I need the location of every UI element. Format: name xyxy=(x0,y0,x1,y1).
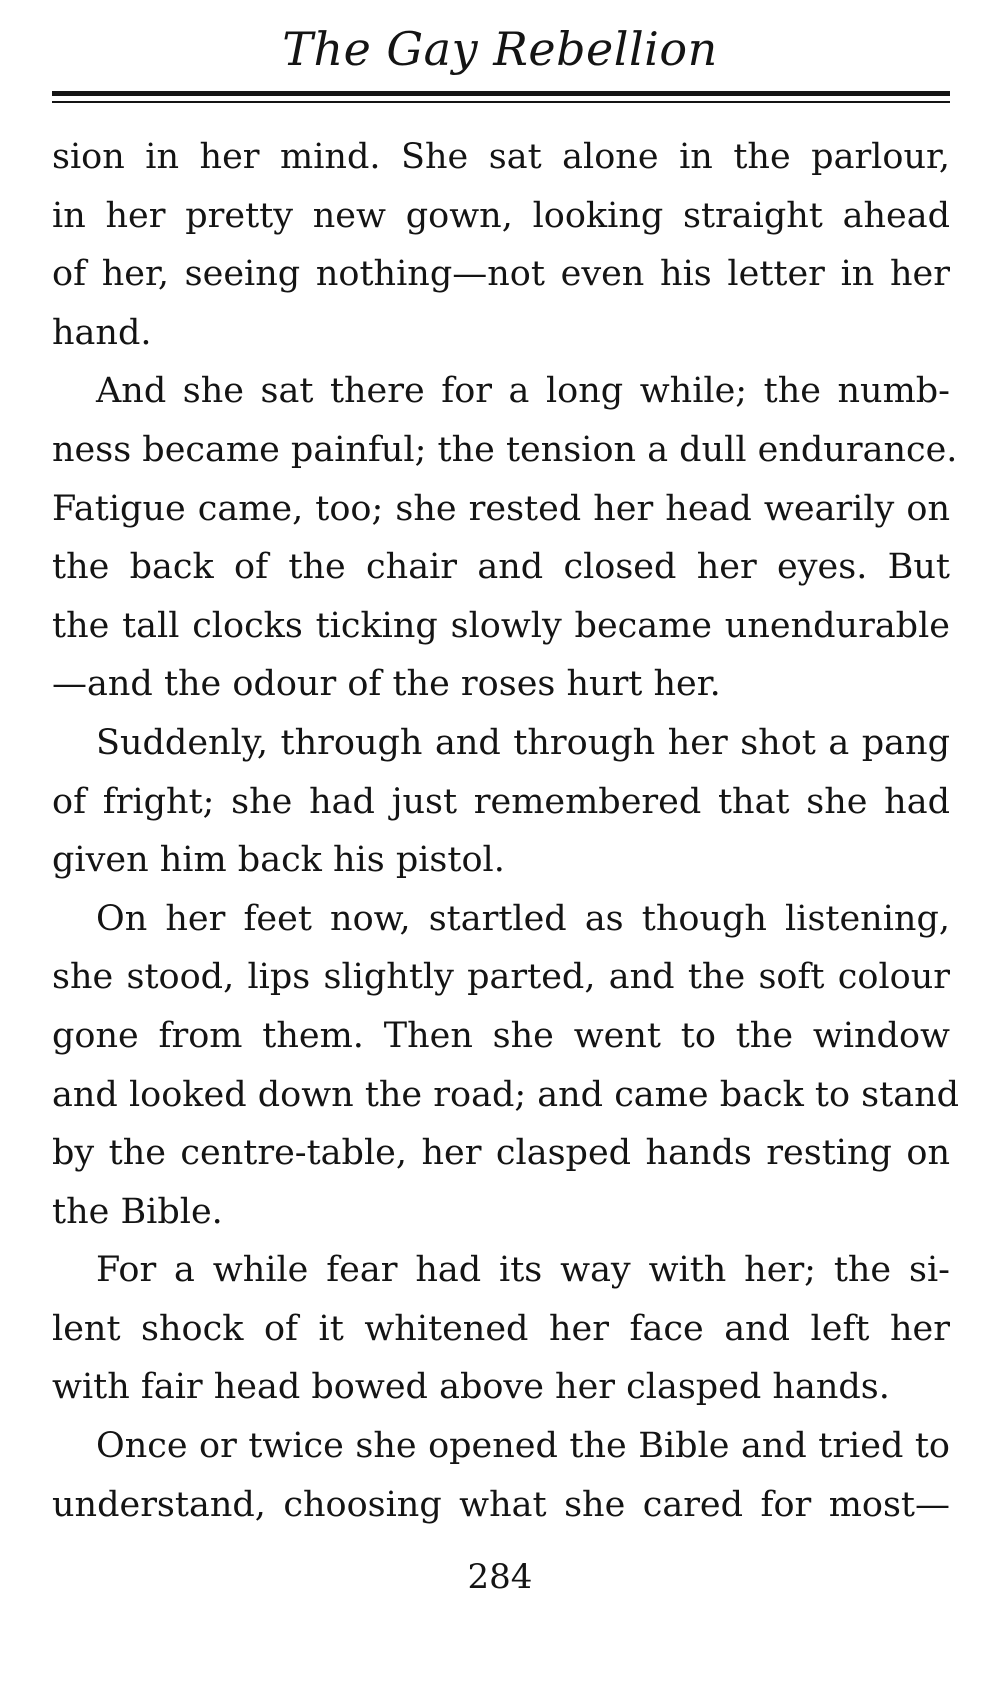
text-line: of her, seeing nothing—not even his letter in her xyxy=(52,254,950,295)
text-line: gone from them. Then she went to the window xyxy=(52,1015,950,1056)
text-line: the back of the chair and closed her eyes. But xyxy=(52,547,950,588)
text-line: by the centre-table, her clasped hands resting on xyxy=(52,1133,950,1174)
text-line: understand, choosing what she cared for most— xyxy=(52,1484,950,1525)
text-line: and looked down the road; and came back to stand xyxy=(52,1074,960,1115)
text-line: For a while fear had its way with her; the si- xyxy=(96,1250,950,1291)
text-line: the tall clocks ticking slowly became unendurable xyxy=(52,605,950,646)
text-line: in her pretty new gown, looking straight ahead xyxy=(52,195,950,236)
text-line: ness became painful; the tension a dull endurance. xyxy=(52,429,958,470)
text-line: with fair head bowed above her clasped hands. xyxy=(52,1367,890,1408)
header-rule-thin xyxy=(52,101,950,103)
text-line: And she sat there for a long while; the numb- xyxy=(96,371,950,412)
text-line: Once or twice she opened the Bible and tried to xyxy=(96,1426,950,1467)
text-line: lent shock of it whitened her face and left her xyxy=(52,1308,950,1349)
text-line: Fatigue came, too; she rested her head wearily on xyxy=(52,488,950,529)
header-rule-thick xyxy=(52,91,950,96)
text-line: Suddenly, through and through her shot a pang xyxy=(96,722,950,763)
text-line: hand. xyxy=(52,312,152,353)
text-line: On her feet now, startled as though listening, xyxy=(96,898,950,939)
text-line: given him back his pistol. xyxy=(52,840,505,881)
text-line: —and the odour of the roses hurt her. xyxy=(52,664,721,705)
text-line: she stood, lips slightly parted, and the soft colour xyxy=(52,957,950,998)
text-line: of fright; she had just remembered that she had xyxy=(52,781,950,822)
text-line: the Bible. xyxy=(52,1191,223,1232)
running-head-title: The Gay Rebellion xyxy=(282,22,718,76)
body-text xyxy=(52,128,960,1534)
text-line: sion in her mind. She sat alone in the parlour, xyxy=(52,137,950,177)
page-number: 284 xyxy=(467,1557,533,1597)
